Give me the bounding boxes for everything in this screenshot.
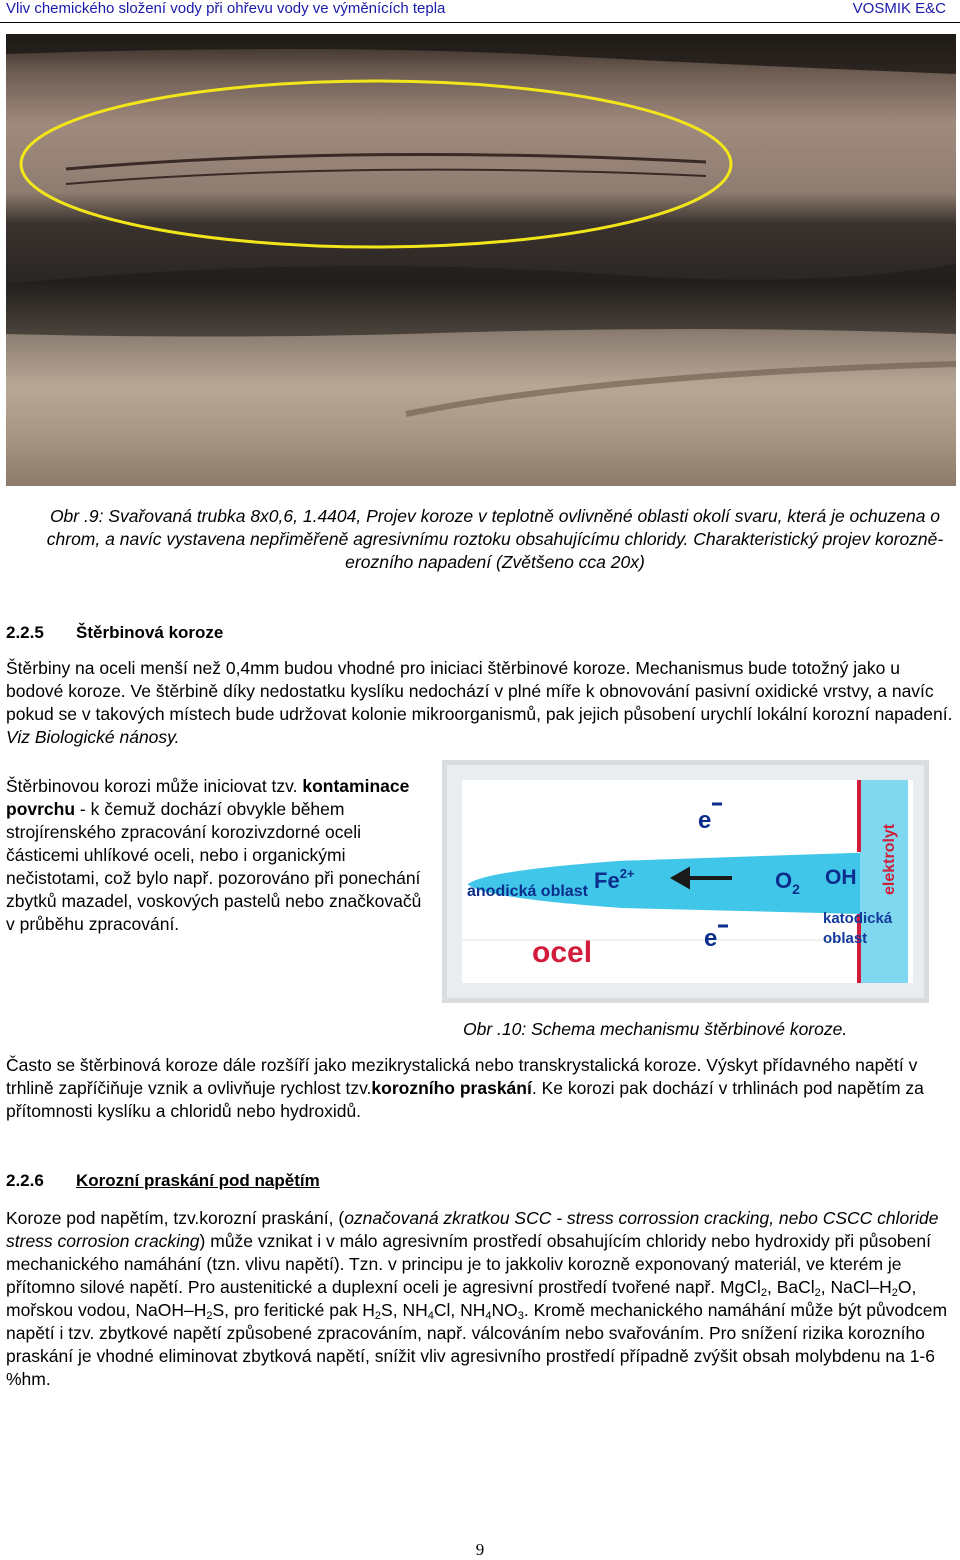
figure-10-caption: Obr .10: Schema mechanismu štěrbinové koroze. bbox=[463, 1019, 848, 1039]
crack-term: korozního praskání bbox=[371, 1078, 532, 1098]
electron-top-label: e bbox=[698, 807, 712, 834]
anode-label: anodická oblast bbox=[467, 883, 588, 900]
electrolyte-label: elektrolyt bbox=[881, 823, 898, 895]
contamination-text-b: - k čemuž dochází obvykle během strojírenského zpracování korozivzdorné oceli částicemi uhlíkové oceli, nebo i organickými nečistotami, což bylo např. pozorováno při ponechání zbytků mazadel, voskových pastelů nebo značkovačů v průběhu zpracování. bbox=[6, 799, 422, 934]
crack-text-a: Často se štěrbinová koroze dále rozšíří jako mezikrystalická nebo transkrystalická koroze. Výskyt přídavného napětí v trhlině zapříčiňuje vznik a ovlivňuje rychlost tzv. bbox=[6, 1055, 918, 1098]
crevice-reference: Viz Biologické nánosy. bbox=[6, 727, 180, 747]
figure-9-caption: Obr .9: Svařovaná trubka 8x0,6, 1.4404, Projev koroze v teplotně ovlivněné oblasti okolí svaru, která je ochuzena o chrom, a navíc vystavena nepřiměřeně agresivnímu roztoku obsahujícímu chloridy. Charakteristický projev korozně-erozního napadení (Zvětšeno cca 20x) bbox=[46, 506, 944, 572]
page-header bbox=[0, 0, 960, 23]
contamination-text-a: Štěrbinovou korozi může iniciovat tzv. bbox=[6, 776, 303, 796]
scc-paragraph: Koroze pod napětím, tzv.korozní praskání, (označovaná zkratkou SCC - stress corrossion cracking, nebo CSCC chloride stress corrosion cracking) může vznikat i v málo agresivním prostředí obsahujícím chloridy nebo hydroxidy při působení mechanického namáhání (tzn. vlivu napětí). Tzn. v principu je to jakkoliv korozně exponovaný materiál, ve kterém je přítomno silové napětí. Pro austenitické a duplexní oceli je agresivní prostředí tvořené např. MgCl$_2$, BaCl$_2$, NaCl–$H_2O$, mořskou vodou, NaOH–$H_2S$, pro feritické pak $H_2S$, $NH_4Cl$, $NH_4NO_3$. Kromě mechanického namáhání může být původcem napětí i tzv. zbytkové napětí způsobené zpracováním, např. válcováním nebo svařováním. Pro snížení rizika korozního praskání je vhodné eliminovat zbytková napětí, snížit vliv agresivního prostředí případně zvýšit obsah molybdenu na 1-6 %hm. bbox=[6, 1208, 948, 1389]
contamination-paragraph bbox=[6, 775, 426, 936]
crack-paragraph bbox=[6, 1054, 954, 1123]
contamination-term: kontaminace povrchu bbox=[6, 776, 410, 819]
cathode-label-1: katodická bbox=[823, 910, 893, 927]
hydroxide-label: OH bbox=[825, 866, 857, 889]
weld-corrosion-photo bbox=[6, 34, 956, 486]
section-number: 2.2.6 bbox=[6, 1171, 44, 1190]
steel-label: ocel bbox=[532, 936, 593, 969]
section-2-2-6-heading bbox=[6, 1171, 320, 1191]
crevice-text: Štěrbiny na oceli menší než 0,4mm budou vhodné pro iniciaci štěrbinové koroze. Mechanismus bude totožný jako u bodové koroze. Ve štěrbině díky nedostatku kyslíku nedochází v plné míře k obnovování pasivní oxidické vrstvy, a navíc pokud se v takových místech bude udržovat kolonie mikroorganismů, pak jejich působení urychlí lokální korozní napadení. bbox=[6, 658, 953, 724]
crack-text-b: . Ke korozi pak dochází v trhlinách pod napětím za přítomnosti kyslíku a chloridů nebo hydroxidů. bbox=[6, 1078, 924, 1121]
header-company: VOSMIK E&C bbox=[852, 0, 946, 17]
oxygen-label: $O_2$ bbox=[775, 868, 800, 897]
section-2-2-5-heading bbox=[6, 623, 223, 643]
section-title: Štěrbinová koroze bbox=[76, 623, 224, 642]
fe-ion-label: $Fe^{2+}$ bbox=[594, 866, 635, 893]
section-title: Korozní praskání pod napětím bbox=[76, 1171, 320, 1190]
electron-bottom-label: e bbox=[704, 925, 718, 952]
page-number: 9 bbox=[475, 1540, 485, 1559]
header-title: Vliv chemického složení vody při ohřevu vody ve výměnících tepla bbox=[6, 0, 446, 17]
crevice-paragraph bbox=[6, 657, 954, 749]
crevice-schema-diagram bbox=[442, 760, 929, 1003]
section-number: 2.2.5 bbox=[6, 623, 44, 642]
steel-wall-top bbox=[857, 780, 861, 852]
cathode-label-2: oblast bbox=[823, 930, 868, 947]
